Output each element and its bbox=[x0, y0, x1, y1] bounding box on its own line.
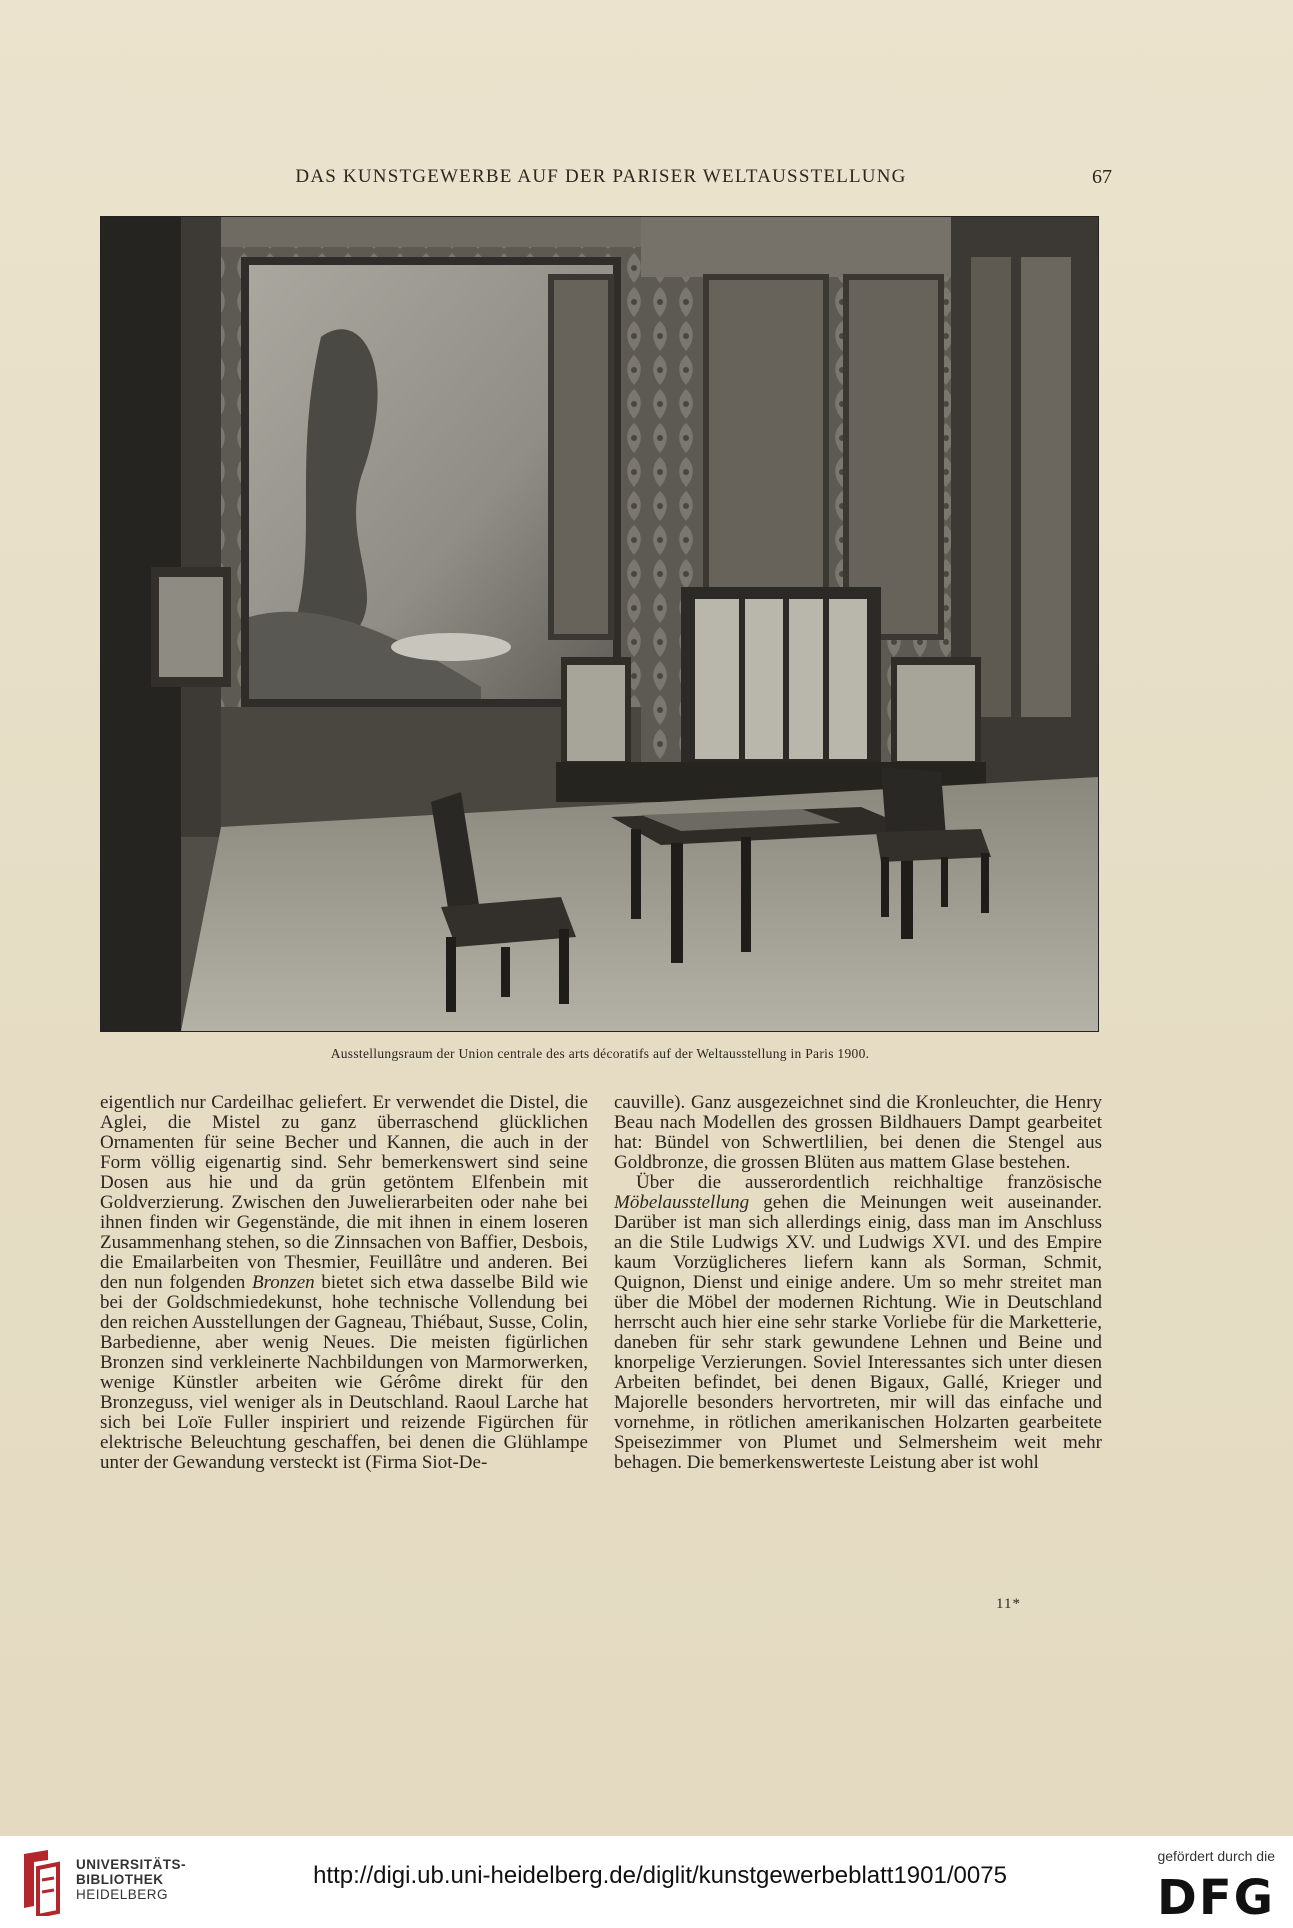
signature-mark: 11* bbox=[996, 1596, 1021, 1612]
paragraph bbox=[614, 1173, 1102, 1473]
text-run: bietet sich etwa dasselbe Bild wie bei der Goldschmiedekunst, hohe technische Vollendung bei den reichen Ausstellungen der Gagneau, Thiébaut, Susse, Colin, Barbedienne, aber wenig Neues. Die meisten figürlichen Bronzen sind verkleinerte Nachbildungen von Marmorwerken, wenige Künstler arbeiten wie Gérôme direkt für den Bronzeguss, viel weniger als in Deutschland. Raoul Larche hat sich bei Loïe Fuller inspiriert und reizende Figürchen für elektrische Beleuchtung geschaffen, bei denen die Glühlampe unter der Gewandung versteckt ist (Firma Siot-De- bbox=[100, 1272, 588, 1473]
permalink-url[interactable]: http://digi.ub.uni-heidelberg.de/diglit/kunstgewerbeblatt1901/0075 bbox=[313, 1862, 1007, 1889]
text-column-left bbox=[100, 1093, 588, 1473]
library-name bbox=[76, 1857, 186, 1902]
running-title: DAS KUNSTGEWERBE AUF DER PARISER WELTAUSSTELLUNG bbox=[295, 166, 907, 187]
university-library-logo-icon bbox=[14, 1846, 66, 1916]
paragraph: cauville). Ganz ausgezeichnet sind die Kronleuchter, die Henry Beau nach Modellen des grossen Bildhauers Dampt gearbeitet hat: Bündel von Schwertlilien, bei denen die Stengel aus Goldbronze, die grossen Blüten aus mattem Glase bestehen. bbox=[614, 1092, 1102, 1173]
exhibition-room-photograph bbox=[100, 216, 1099, 1032]
text-run: eigentlich nur Cardeilhac geliefert. Er verwendet die Distel, die Aglei, die Mistel zu ganz überraschend glücklichen Ornamenten für seine Becher und Kannen, die auch in der Form völlig eigenartig sind. Sehr bemerkenswert sind seine Dosen aus hie und da grün getöntem Elfenbein mit Goldverzierung. Zwischen den Juwelierarbeiten oder nahe bei ihnen finden wir Gegenstände, die mit ihnen in einem loseren Zusammenhang stehen, so die Zinnsachen von Baffier, Desbois, die Emailarbeiten von Thesmier, Feuillâtre und anderen. Bei den nun folgenden bbox=[100, 1092, 588, 1293]
figure-caption: Ausstellungsraum der Union centrale des arts décoratifs auf der Weltausstellung in Paris 1900. bbox=[330, 1046, 870, 1061]
text-column-right bbox=[614, 1093, 1102, 1473]
library-name-line: BIBLIOTHEK bbox=[76, 1872, 164, 1887]
dfg-logo-icon: DFG bbox=[1156, 1870, 1275, 1926]
page-number: 67 bbox=[1092, 166, 1112, 188]
italic-term: Möbelausstellung bbox=[614, 1192, 750, 1213]
paragraph bbox=[100, 1093, 588, 1473]
italic-term: Bronzen bbox=[252, 1272, 315, 1293]
library-name-line: UNIVERSITÄTS- bbox=[76, 1857, 187, 1872]
digitization-footer bbox=[0, 1836, 1293, 1928]
text-run: Über die ausserordentlich reichhaltige französische bbox=[636, 1172, 1102, 1193]
text-run: gehen die Meinungen weit auseinander. Darüber ist man sich allerdings einig, dass man im Anschluss an die Stile Ludwigs XV. und Ludwigs XVI. und des Empire kaum Vorzüglicheres liefern kann als Sorman, Schmit, Quignon, Dienst und einige andere. Um so mehr streitet man über die Möbel der modernen Richtung. Wie in Deutschland herrscht auch hier eine sehr starke Vorliebe für die Marketterie, daneben für sehr stark gewundene Lehnen und Beine und knorpelige Verzierungen. Soviel Interessantes sich unter diesen Arbeiten befindet, bei denen Bigaux, Gallé, Krieger und Majorelle besonders hervortreten, mir will das einfache und vornehme, in rötlichen amerikanischen Holzarten gearbeitete Speisezimmer von Plumet und Selmersheim weit mehr behagen. Die bemerkenswerteste Leistung aber ist wohl bbox=[614, 1192, 1102, 1473]
funded-by-label: gefördert durch die bbox=[1157, 1848, 1275, 1864]
library-name-line: HEIDELBERG bbox=[76, 1887, 169, 1902]
